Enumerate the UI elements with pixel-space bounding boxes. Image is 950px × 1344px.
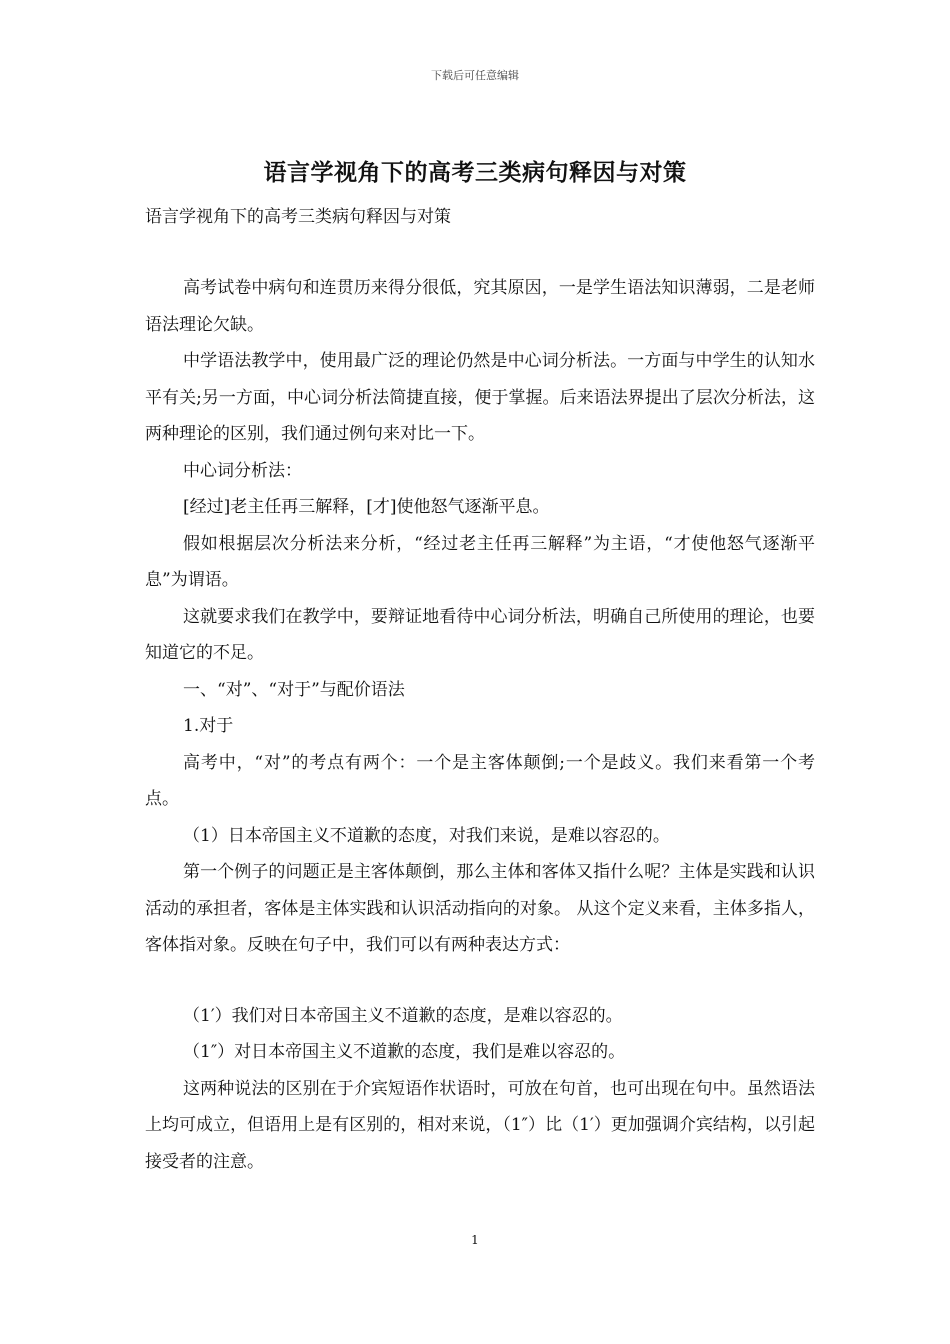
paragraph-teaching-requirement: 这就要求我们在教学中，要辩证地看待中心词分析法，明确自己所使用的理论，也要知道它的不足。 [145, 606, 815, 663]
paragraph-difference: 这两种说法的区别在于介宾短语作状语时，可放在句首，也可出现在句中。虽然语法上均可成立，但语用上是有区别的，相对来说，（1″）比（1′）更加强调介宾结构，以引起接受者的注意。 [145, 1078, 815, 1172]
document-subtitle: 语言学视角下的高考三类病句释因与对策 [145, 207, 451, 227]
paragraph-grammar-teaching: 中学语法教学中，使用最广泛的理论仍然是中心词分析法。一方面与中学生的认知水平有关;另一方面，中心词分析法简捷直接，便于掌握。后来语法界提出了层次分析法，这两种理论的区别，我们通过例句来对比一下。 [145, 351, 815, 444]
subsection-heading-duiyu: 1.对于 [183, 716, 234, 736]
paragraph-example-1: （1）日本帝国主义不道歉的态度，对我们来说，是难以容忍的。 [183, 825, 670, 846]
page-header-note: 下载后可任意编辑 [431, 69, 519, 82]
paragraph-layer-analysis: 假如根据层次分析法来分析，“经过老主任再三解释”为主语，“才使他怒气逐渐平息”为谓语。 [145, 533, 815, 590]
section-heading-valence: 一、“对”、“对于”与配价语法 [183, 679, 405, 700]
paragraph-intro: 高考试卷中病句和连贯历来得分很低，究其原因，一是学生语法知识薄弱，二是老师语法理论欠缺。 [145, 278, 815, 335]
paragraph-subject-object: 第一个例子的问题正是主客体颠倒，那么主体和客体又指什么呢？主体是实践和认识活动的承担者，客体是主体实践和认识活动指向的对象。 从这个定义来看，主体多指人，客体指对象。反映在句子中，我们可以有两种表达方式： [145, 862, 815, 955]
page-number: 1 [471, 1233, 479, 1247]
paragraph-example-1-prime: （1′）我们对日本帝国主义不道歉的态度，是难以容忍的。 [183, 1005, 623, 1026]
paragraph-exam-points: 高考中，“对”的考点有两个：一个是主客体颠倒;一个是歧义。我们来看第一个考点。 [145, 752, 815, 809]
paragraph-example-sentence: [经过]老主任再三解释，[才]使他怒气逐渐平息。 [183, 497, 550, 517]
document-title: 语言学视角下的高考三类病句释因与对策 [263, 159, 687, 186]
document-body [145, 270, 815, 1180]
paragraph-example-1-double-prime: （1″）对日本帝国主义不道歉的态度，我们是难以容忍的。 [183, 1042, 626, 1062]
paragraph-method-label: 中心词分析法： [183, 460, 302, 481]
